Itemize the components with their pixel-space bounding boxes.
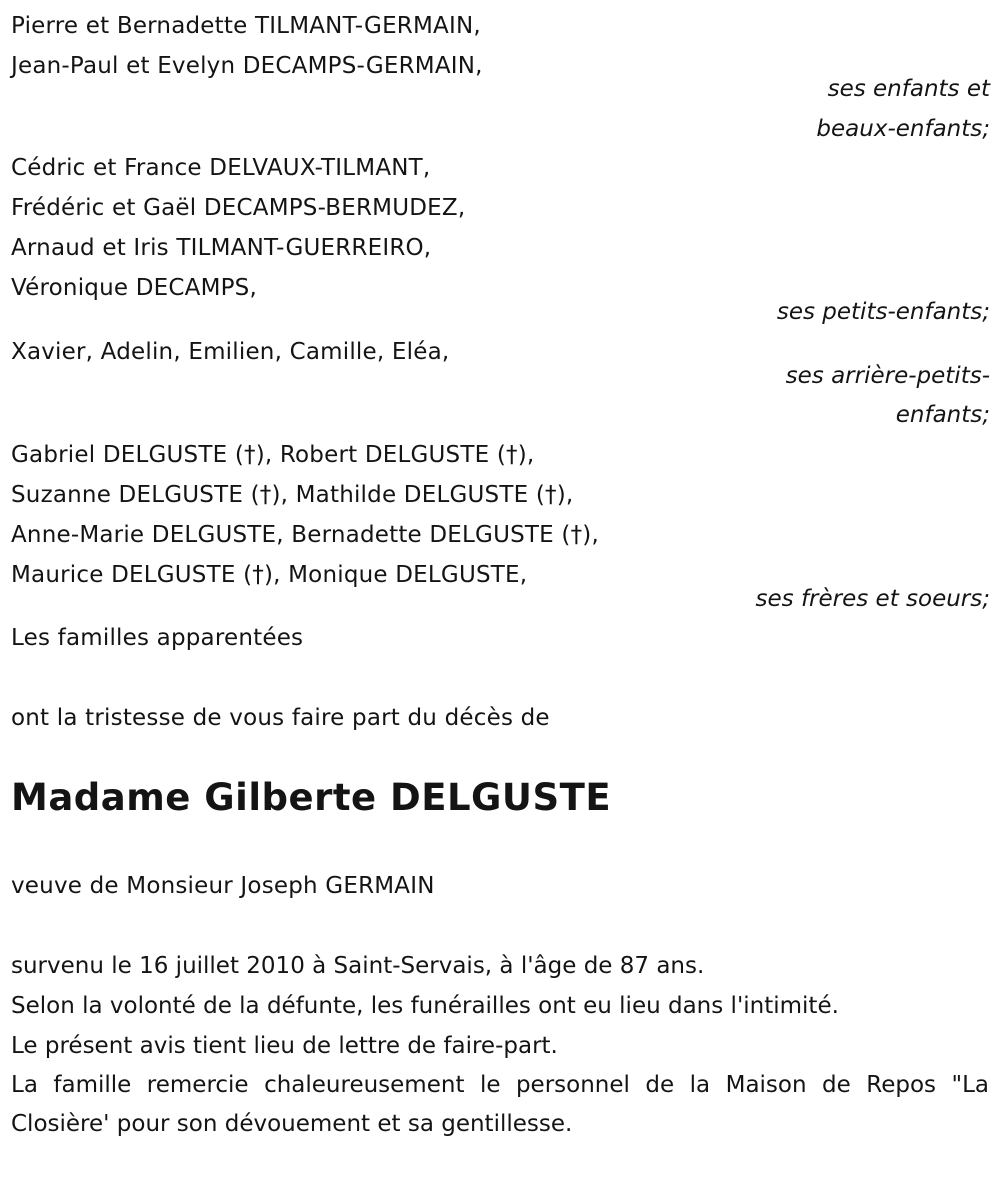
death-date-place: survenu le 16 juillet 2010 à Saint-Servais, à l'âge de 87 ans. xyxy=(11,953,705,979)
great-grandchildren-line: Xavier, Adelin, Emilien, Camille, Eléa, xyxy=(11,339,450,365)
related-families: Les familles apparentées xyxy=(11,625,304,651)
notice-statement: Le présent avis tient lieu de lettre de faire-part. xyxy=(11,1033,558,1059)
siblings-relation: ses frères et soeurs; xyxy=(755,586,990,612)
child-line-2: Jean-Paul et Evelyn DECAMPS-GERMAIN, xyxy=(11,53,483,79)
grandchild-line-4: Véronique DECAMPS, xyxy=(11,275,257,301)
details-block xyxy=(11,946,989,1144)
great-grandchildren-relation-line-2: enfants; xyxy=(895,402,990,428)
child-line-1: Pierre et Bernadette TILMANT-GERMAIN, xyxy=(11,13,481,39)
thanks-paragraph: La famille remercie chaleureusement le personnel de la Maison de Repos "La Closière' pour son dévouement et sa gentillesse. xyxy=(11,1072,989,1137)
children-relation-line-2: beaux-enfants; xyxy=(816,116,990,142)
announcement: ont la tristesse de vous faire part du décès de xyxy=(11,705,550,731)
grandchildren-relation: ses petits-enfants; xyxy=(776,299,990,325)
sibling-line-4: Maurice DELGUSTE (†), Monique DELGUSTE, xyxy=(11,562,528,588)
children-relation-line-1: ses enfants et xyxy=(827,76,990,102)
sibling-line-2: Suzanne DELGUSTE (†), Mathilde DELGUSTE (†), xyxy=(11,482,574,508)
grandchild-line-2: Frédéric et Gaël DECAMPS-BERMUDEZ, xyxy=(11,195,466,221)
great-grandchildren-relation-line-1: ses arrière-petits- xyxy=(785,363,990,389)
sibling-line-3: Anne-Marie DELGUSTE, Bernadette DELGUSTE (†), xyxy=(11,522,599,548)
grandchild-line-1: Cédric et France DELVAUX-TILMANT, xyxy=(11,155,431,181)
widow-of: veuve de Monsieur Joseph GERMAIN xyxy=(11,873,435,899)
sibling-line-1: Gabriel DELGUSTE (†), Robert DELGUSTE (†), xyxy=(11,442,535,468)
deceased-name: Madame Gilberte DELGUSTE xyxy=(11,776,612,819)
grandchild-line-3: Arnaud et Iris TILMANT-GUERREIRO, xyxy=(11,235,432,261)
funeral-info: Selon la volonté de la défunte, les funérailles ont eu lieu dans l'intimité. xyxy=(11,993,839,1019)
